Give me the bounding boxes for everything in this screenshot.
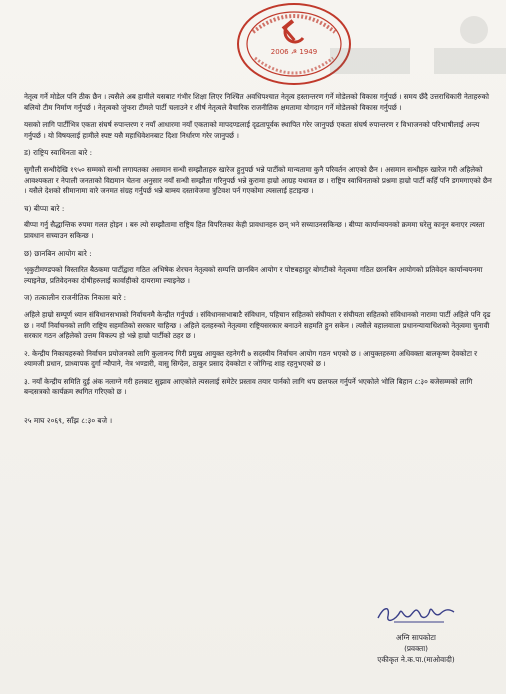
section-heading-political-solution: ज) तत्कालीन राजनीतिक निकास बारे : [24, 293, 127, 303]
signatory-name: अग्नि सापकोटा [396, 633, 436, 642]
body-paragraph-3: सुगौली सन्धीदेखि १९५० सम्मको सन्धी लगायतका असमान सन्धी सम्झौताहरु खारेज हुनुपर्छ भन्ने पार्टीको मान्यतामा कुनै परिवर्तन आएको छैन । असमान सन्धीहरु खारेज गरी अहिलेको आवश्यकता र नेपाली जनताको विद्यमान चेतना अनुसार नयाँ सन्धी सम्झौता गरिनुपर्छ भन्ने कुरामा हाम्रो आग्रह यथावत छ । राष्ट्रिय स्वाधिनताको प्रश्नमा हाम्रो पार्टी कहिँ पनि डगमगाएको छैन । यसैले देशको सीमानामा वारे जनमत संग्रह गर्नुपर्छ भन्ने बाम्स्य दस्तावेजमा त्रुटिवश पर्न गएकोमा त्यसलाई हटाइन्छ । [24, 164, 492, 196]
letterhead [24, 0, 492, 92]
section-heading-bippa: च) बीप्पा बारे : [24, 203, 65, 213]
body-paragraph-5: भृकुटीमण्डपको विस्तारित बैठकमा पार्टीद्वारा गठित अभिषेक शेरचन नेतृत्वको सम्पत्ति छानबिन आयोग र पोष्टबहादुर बोगटीको नेतृत्वमा गठित छानबिन आयोगको प्रतिवेदन कार्यान्वयनमा ल्याइनेछ, प्रतिवेदनका दोषीहरुलाई कार्वाहीको दायरामा ल्याइनेछ । [24, 265, 483, 285]
section-heading-investigation-commission: छ) छानबिन आयोग बारे : [24, 248, 92, 258]
handwritten-signature [374, 600, 458, 628]
body-paragraph-4: बीप्पा गर्नु सैद्धान्तिक रुपमा गलत होइन । बरु त्यो सम्झौतामा राष्ट्रिय हित विपरितका केही प्रावधानहरु छन् भने सच्याउनसकिन्छ । बीप्पा कार्यान्वयनको क्रममा घरेलु कानून बनाएर त्यस्ता प्रावधान सच्याउन सकिन्छ । [24, 220, 485, 240]
section-heading-national-independence: ड) राष्ट्रिय स्वाधिनता बारे : [24, 148, 93, 158]
signatory-organization: एकीकृत ने.क.पा.(माओवादी) [377, 655, 455, 664]
signature-block [356, 600, 476, 665]
seal-years: 2006 ☭ 1949 [270, 48, 318, 56]
signatory-title: (प्रवक्ता) [404, 644, 428, 653]
watermark [324, 8, 506, 86]
document-date: २५ माघ २०६९, साँझ ८:३० बजे । [24, 416, 113, 426]
body-paragraph-8: ३. नयाँ केन्द्रीय समिति दुई अंक नलाग्ने गरी हलबाट सुझाव आएकोले त्यसलाई समेटेर प्रस्ताव तयार पार्नको लागि थप छलफल गर्नुपर्ने भएकोले भोलि बिहान ८:३० बजेसम्मको लागि बन्दसत्रको कार्यक्रम स्थगित गरिएको छ । [24, 376, 473, 397]
body-paragraph-1: नेतृत्व गर्ने मोडेल पनि ठीक छैन । त्यसैले अब हामीले यसबाट गंभीर शिक्षा लिएर निश्चित अवधिपश्चात नेतृत्व हस्तान्तरण गर्ने मोडेलको विकास गर्नुपर्छ । समय छँदै उत्तराधिकारी नेताहरुको बलियो टीम निर्माण गर्नुपर्छ । नेतृत्वको जुंफरा टीमले पार्टी चलाउने र शीर्ष नेतृत्वले वैचारिक राजनीतिक क्षमतामा योगदान गर्ने मोडेलको विकास गर्नुपर्छ । [24, 92, 489, 112]
body-paragraph-6: अहिले हाम्रो सम्पूर्ण ध्यान संविधानसभाको निर्वाचनमै केन्द्रीत गर्नुपर्छ । संविधानसभाबाटै संविधान, पहिचान सहितको संघीयता र संघीयता सहितको संविधानको नारामा पार्टी अहिले पनि दृढ छ । नयाँ निर्वाचनको लागि राष्ट्रिय सहमतिको सरकार चाहिन्छ । अहिले दलहरुको नेतृत्वमा राष्ट्रियसरकार बनाउने सहमति हुन सकेन । त्यसैले वहालवाला प्रधानन्यायाधिशको नेतृत्वमा चुनावी सरकार गठन अहिलेको उत्तम विकल्प हो भन्ने हाम्रो पार्टीको ठहर छ । [24, 309, 491, 341]
body-paragraph-7: २. केन्द्रीय निकायहरुको निर्वाचन प्रयोजनको लागि कुलानन्द गिरी प्रमुख आयुक्त रहनेगरी ७ सदस्यीय निर्वाचन आयोग गठन भएको छ । आयुक्तहरुमा अधिवक्ता बालकृष्ण देवकोटा र श्यामजी प्रधान, प्राध्यापक दुर्गा न्यौपाने, नेत्र भण्डारी, वासु सिग्देल, ठाकुर प्रसाद देवकोटा र जोगिन्द्र शाह रहनुभएको छ । [24, 348, 477, 369]
body-paragraph-2: यसको लागि पार्टीभित्र एकता संघर्ष रुपान्तरण र नयाँ आधारमा नयाँ एकताको मापदण्डलाई दृढतापूर्वक स्थापित गरेर जानुपर्छ एकता संघर्ष रुपान्तरण र विभाजनको परिभाषीलाई अन्त्य गर्नुपर्छ । यो विषयलाई हामीले स्पष्ट यसै महाधिवेशनबाट दिशा निर्धारण गरेर जानुपर्छ । [24, 120, 480, 140]
